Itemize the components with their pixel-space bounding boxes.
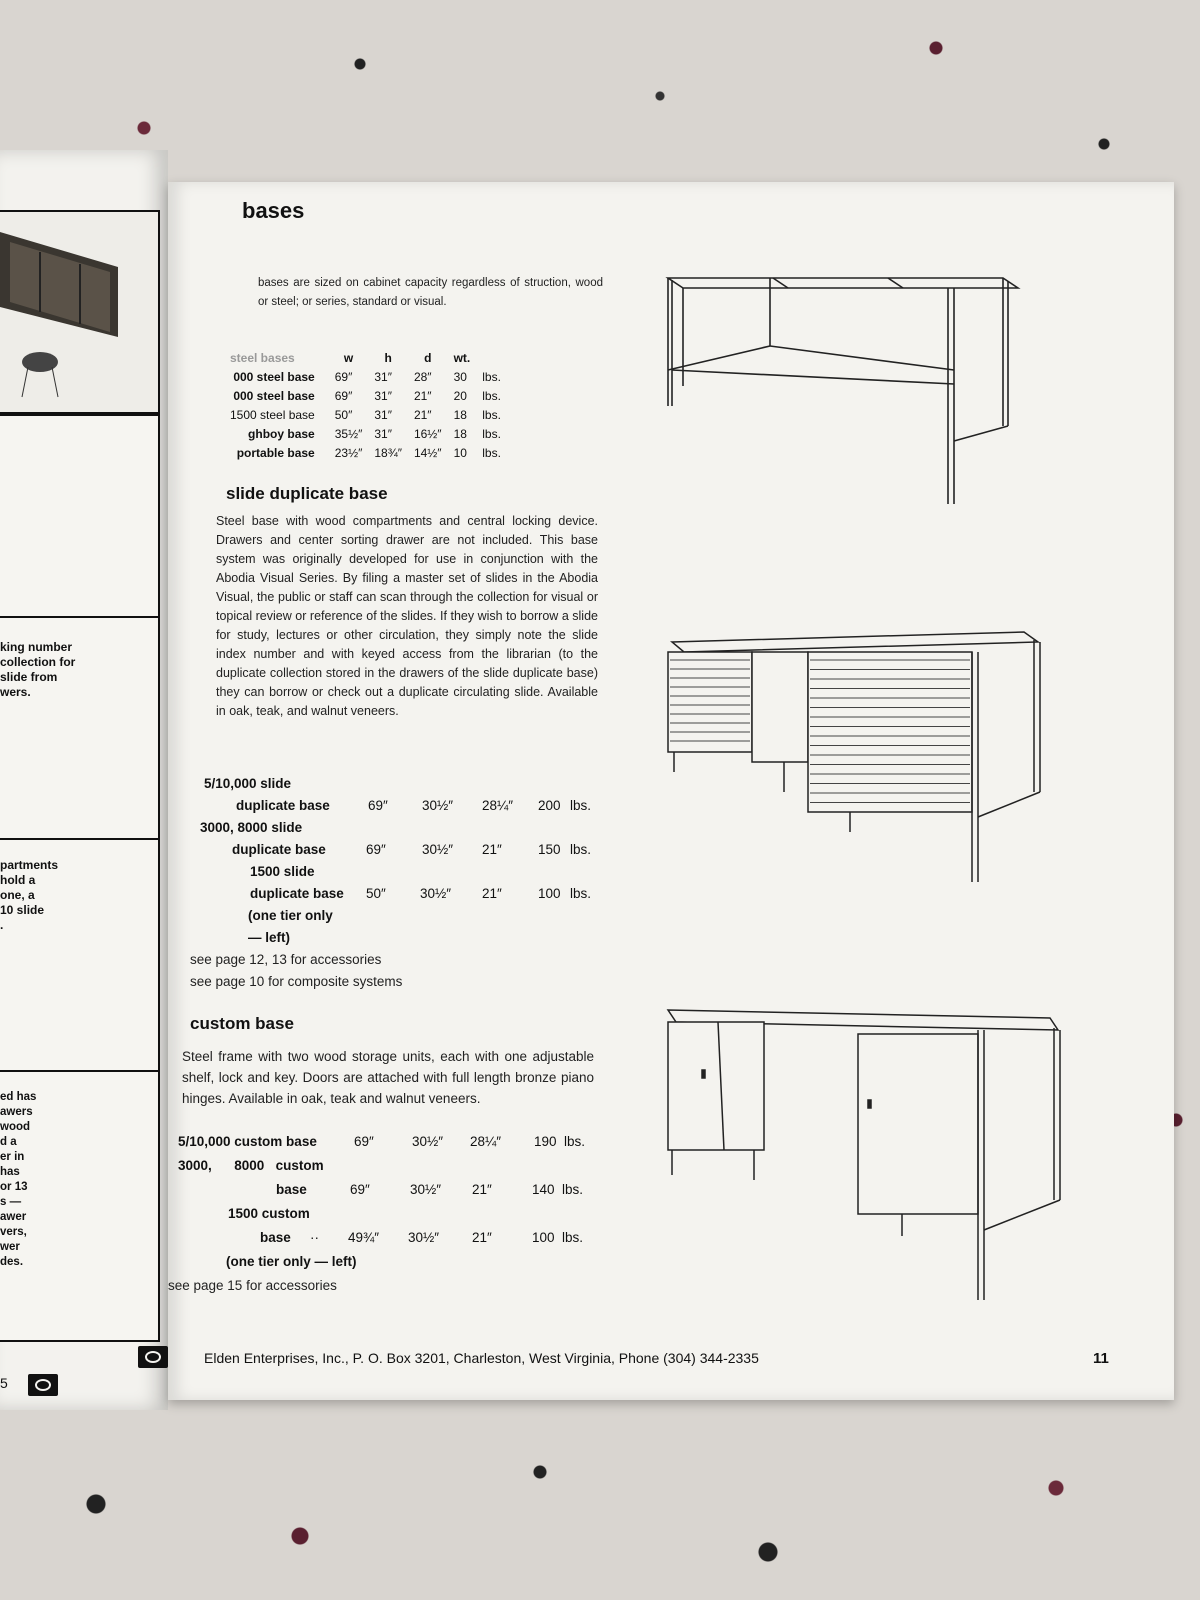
cb-line-3: base	[276, 1182, 307, 1197]
row-weight: 30	[453, 369, 467, 384]
left-snippet-line: wer	[0, 1241, 20, 1253]
cb-weight: 190	[534, 1134, 557, 1149]
left-snippet-line: hold a	[0, 873, 36, 887]
left-snippet-line: des.	[0, 1256, 24, 1268]
cb-dots: ··	[310, 1230, 319, 1245]
spec-table	[224, 348, 507, 462]
cb-line-5: base	[260, 1230, 291, 1245]
steel-base-illustration	[658, 266, 1028, 516]
custom-base-illustration	[658, 1000, 1078, 1310]
sd-depth: 21″	[482, 842, 502, 857]
row-unit: lbs.	[482, 369, 501, 384]
page-number: 11	[1093, 1350, 1109, 1367]
cb-weight: 140	[532, 1182, 555, 1197]
row-depth: 14½″	[413, 445, 442, 460]
left-page	[0, 150, 168, 1410]
table-row	[224, 424, 507, 443]
cb-height: 30½″	[410, 1182, 442, 1197]
left-snippet-line: d a	[0, 1136, 17, 1148]
sd-weight: 200	[538, 798, 561, 813]
custom-base-description: Steel frame with two wood storage units, each with one adjustable shelf, lock and key. Doors are attached with full length bronze piano hinges. Available in oak, teak and walnut veneers.	[182, 1049, 594, 1106]
intro-text: bases are sized on cabinet capacity regardless of struction, wood or steel; or series, standard or visual.	[258, 277, 603, 308]
spec-header: d	[424, 350, 432, 365]
table-row	[224, 386, 507, 405]
catalog-page	[168, 182, 1174, 1400]
row-name: portable base	[236, 445, 315, 460]
cb-unit: lbs.	[562, 1182, 584, 1197]
left-blank-panel	[0, 414, 160, 618]
table-row	[224, 405, 507, 424]
table-row	[224, 443, 507, 462]
cb-height: 30½″	[408, 1230, 440, 1245]
left-snippet-line: collection for	[0, 655, 76, 669]
sd-weight: 100	[538, 886, 561, 901]
row-weight: 20	[453, 388, 467, 403]
left-snippet-line: has	[0, 1166, 20, 1178]
left-snippet-line: awer	[0, 1211, 27, 1223]
see-composite-link: see page 10 for composite systems	[190, 974, 403, 989]
row-unit: lbs.	[482, 407, 501, 422]
sd-line-4: duplicate base	[232, 842, 326, 857]
cb-height: 30½″	[412, 1134, 444, 1149]
left-snippet-line: .	[0, 918, 4, 932]
cb-line-1: 5/10,000 custom base	[178, 1134, 317, 1149]
sd-height: 30½″	[422, 798, 454, 813]
cabinet-photo	[0, 212, 158, 412]
cb-line-4: 1500 custom	[228, 1206, 310, 1221]
row-depth: 28″	[413, 369, 432, 384]
left-photo-panel	[0, 210, 160, 414]
row-depth: 16½″	[413, 426, 442, 441]
row-height: 31″	[374, 369, 392, 384]
spec-table-header	[224, 348, 507, 367]
sd-line-7: (one tier only	[248, 908, 333, 923]
sd-line-5: 1500 slide	[250, 864, 315, 879]
sd-line-8: — left)	[248, 930, 290, 945]
row-width: 50″	[334, 407, 353, 422]
see-custom-accessories-link: see page 15 for accessories	[168, 1278, 337, 1293]
left-snippet-line: s —	[0, 1196, 22, 1208]
sd-line-2: duplicate base	[236, 798, 330, 813]
left-snippet-2	[0, 858, 58, 933]
left-snippet-line: king number	[0, 640, 73, 654]
left-snippet-line: wers.	[0, 685, 31, 699]
left-snippet-line: er in	[0, 1151, 25, 1163]
spec-header	[476, 348, 507, 367]
row-width: 69″	[334, 369, 353, 384]
sd-height: 30½″	[420, 886, 452, 901]
footer-address: Elden Enterprises, Inc., P. O. Box 3201, Charleston, West Virginia, Phone (304) 344-2335	[204, 1350, 759, 1366]
cb-unit: lbs.	[564, 1134, 586, 1149]
row-weight: 18	[453, 407, 467, 422]
cb-line-2: 3000, 8000 custom	[178, 1158, 324, 1173]
sd-width: 69″	[368, 798, 388, 813]
row-name: 1500 steel base	[230, 407, 315, 422]
spec-header: w	[343, 350, 354, 365]
spec-header: wt.	[453, 350, 471, 365]
row-name: 000 steel base	[233, 369, 315, 384]
cb-unit: lbs.	[562, 1230, 584, 1245]
row-depth: 21″	[413, 388, 432, 403]
sd-height: 30½″	[422, 842, 454, 857]
left-snippet-line: wood	[0, 1121, 31, 1133]
left-snippet-line: or 13	[0, 1181, 28, 1193]
table-row	[224, 367, 507, 386]
left-snippet-line: slide from	[0, 670, 58, 684]
sd-line-6: duplicate base	[250, 886, 344, 901]
left-snippet-line: one, a	[0, 888, 35, 902]
cb-width: 49¾″	[348, 1230, 380, 1245]
row-width: 35½″	[334, 426, 363, 441]
sd-unit: lbs.	[570, 886, 592, 901]
left-snippet-line: awers	[0, 1106, 33, 1118]
page-title: bases	[242, 198, 305, 223]
row-weight: 18	[453, 426, 467, 441]
left-snippet-line: ed has	[0, 1091, 37, 1103]
left-snippet-1	[0, 640, 75, 700]
row-height: 18¾″	[374, 445, 402, 460]
cb-width: 69″	[354, 1134, 374, 1149]
cb-depth: 28¼″	[470, 1134, 502, 1149]
cb-line-6: (one tier only — left)	[226, 1254, 357, 1269]
spec-header: steel bases	[230, 350, 295, 365]
sd-weight: 150	[538, 842, 561, 857]
sd-depth: 28¼″	[482, 798, 514, 813]
row-name: 000 steel base	[233, 388, 315, 403]
row-height: 31″	[374, 388, 392, 403]
row-height: 31″	[374, 426, 392, 441]
sd-unit: lbs.	[570, 798, 592, 813]
spec-header: h	[384, 350, 392, 365]
row-unit: lbs.	[482, 388, 501, 403]
left-snippet-3	[0, 1090, 36, 1270]
row-width: 69″	[334, 388, 353, 403]
left-snippet-line: vers,	[0, 1226, 27, 1238]
sd-unit: lbs.	[570, 842, 592, 857]
sd-depth: 21″	[482, 886, 502, 901]
left-page-number: 5	[0, 1375, 8, 1391]
see-accessories-link: see page 12, 13 for accessories	[190, 952, 382, 967]
row-depth: 21″	[413, 407, 432, 422]
slide-duplicate-heading: slide duplicate base	[226, 484, 388, 503]
cb-width: 69″	[350, 1182, 370, 1197]
custom-base-heading: custom base	[190, 1014, 294, 1033]
row-unit: lbs.	[482, 426, 501, 441]
left-snippet-line: 10 slide	[0, 903, 45, 917]
cb-weight: 100	[532, 1230, 555, 1245]
sd-line-3: 3000, 8000 slide	[200, 820, 303, 835]
row-unit: lbs.	[482, 445, 501, 460]
row-name: ghboy base	[248, 426, 315, 441]
brand-logo-icon	[138, 1346, 168, 1368]
cb-depth: 21″	[472, 1230, 492, 1245]
cb-depth: 21″	[472, 1182, 492, 1197]
left-snippet-line: partments	[0, 858, 59, 872]
sd-width: 69″	[366, 842, 386, 857]
slide-duplicate-base-illustration	[664, 622, 1054, 892]
left-logo-icon	[28, 1374, 58, 1396]
row-weight: 10	[453, 445, 467, 460]
sd-line-1: 5/10,000 slide	[204, 776, 292, 791]
row-height: 31″	[374, 407, 392, 422]
row-width: 23½″	[334, 445, 363, 460]
sd-width: 50″	[366, 886, 386, 901]
slide-duplicate-description: Steel base with wood compartments and central locking device. Drawers and center sorting drawer are not included. This base system was originally developed for use in conjunction with the Abodia Visual Series. By filing a master set of slides in the Abodia Visual, the public or staff can scan through the collection for visual or topical review or reference of the slides. If they wish to borrow a slide for study, lectures or other circulation, they simply note the slide index number and with keyed access from the librarian (to the duplicate collection stored in the drawers of the slide duplicate base) they can borrow or check out a duplicate circulating slide. Available in oak, teak, and walnut veneers.	[216, 514, 598, 718]
